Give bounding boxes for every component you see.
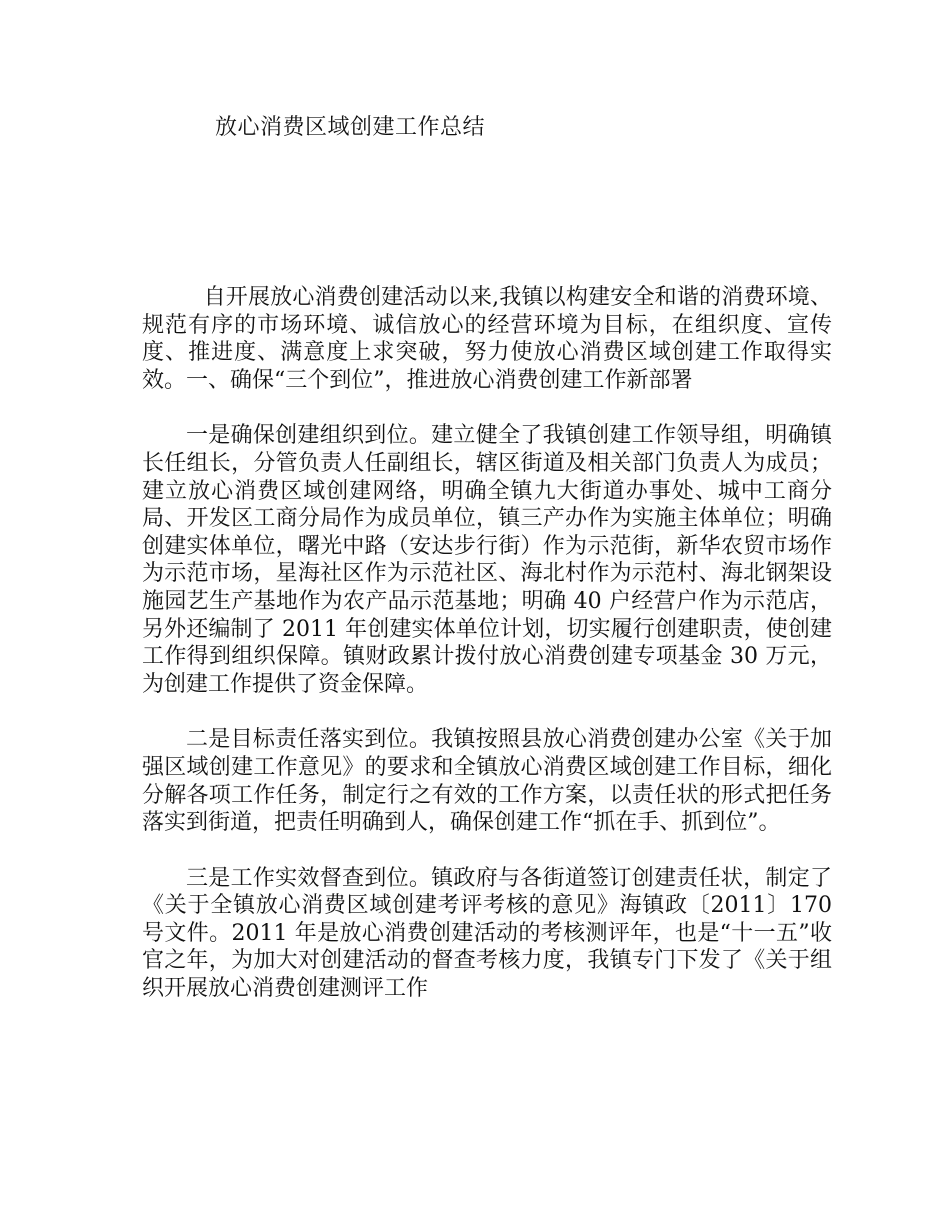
paragraph-responsibility: 二是目标责任落实到位。我镇按照县放心消费创建办公室《关于加强区域创建工作意见》的要求和全镇放心消费区域创建工作目标，细化分解各项工作任务，制定行之有效的工作方案，以责任状的形式把任务落实到街道，把责任明确到人，确保创建工作“抓在手、抓到位”。 bbox=[142, 727, 832, 836]
paragraph-organization: 一是确保创建组织到位。建立健全了我镇创建工作领导组，明确镇长任组长，分管负责人任副组长，辖区街道及相关部门负责人为成员；建立放心消费区域创建网络，明确全镇九大街道办事处、城中工商分局、开发区工商分局作为成员单位，镇三产办作为实施主体单位；明确创建实体单位，曙光中路（安达步行街）作为示范街，新华农贸市场作为示范市场，星海社区作为示范社区、海北村作为示范村、海北钢架设施园艺生产基地作为农产品示范基地；明确 40 户经营户作为示范店，另外还编制了 2011 年创建实体单位计划，切实履行创建职责，使创建工作得到组织保障。镇财政累计拨付放心消费创建专项基金 30 万元，为创建工作提供了资金保障。 bbox=[142, 423, 832, 697]
document-title: 放心消费区域创建工作总结 bbox=[215, 115, 486, 140]
paragraph-intro: 自开展放心消费创建活动以来,我镇以构建安全和谐的消费环境、规范有序的市场环境、诚信放心的经营环境为目标，在组织度、宣传度、推进度、满意度上求突破，努力使放心消费区域创建工作取得实效。一、确保“三个到位”，推进放心消费创建工作新部署 bbox=[142, 285, 832, 393]
document-body bbox=[142, 284, 839, 1003]
paragraph-supervision: 三是工作实效督查到位。镇政府与各街道签订创建责任状，制定了《关于全镇放心消费区域创建考评考核的意见》海镇政〔2011〕170 号文件。2011 年是放心消费创建活动的考核测评年，也是“十一五”收官之年，为加大对创建活动的督查考核力度，我镇专门下发了《关于组织开展放心消费创建测评工作 bbox=[142, 865, 839, 1002]
